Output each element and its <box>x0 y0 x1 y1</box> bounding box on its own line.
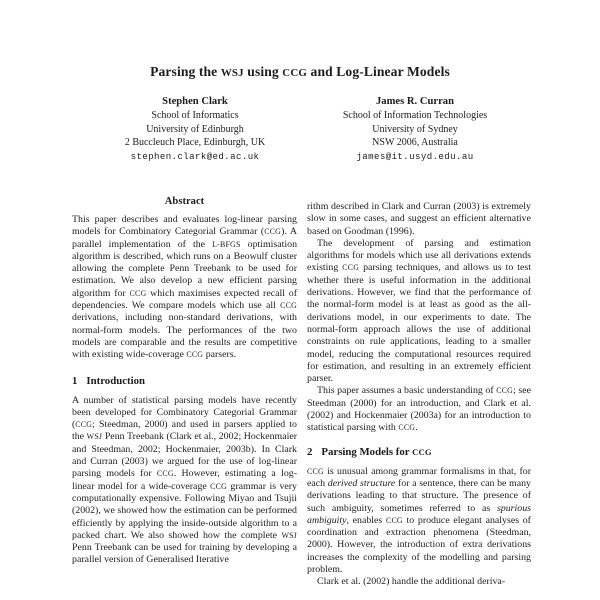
paragraph: Clark et al. (2002) handle the additional deriva- <box>317 576 506 588</box>
paragraph: rithm described in Clark and Curran (2003) is extremely slow in some cases, and suggest an efficient alternative based on Goodman (1996). <box>307 201 531 237</box>
author-email: james@it.usyd.edu.au <box>356 151 474 163</box>
section-heading-parsing-models <box>307 446 531 458</box>
author-name: James R. Curran <box>376 96 454 107</box>
author-affiliation-line: University of Sydney <box>372 123 458 135</box>
author-affiliation-line: NSW 2006, Australia <box>372 137 458 149</box>
author-affiliation-line: 2 Buccleuch Place, Edinburgh, UK <box>124 137 266 149</box>
section-title: Introduction <box>86 374 146 387</box>
author-row <box>85 95 525 164</box>
right-column <box>307 201 531 589</box>
paragraph: CCG is unusual among grammar formalisms in that, for each derived structure for a sentence, there can be many derivations leading to that structure. The presence of such ambiguity, sometimes referred to as spurious ambiguity, enables CCG to produce elegant analyses of coordination and extraction phenomena (Steedman, 2000). However, the introduction of extra derivations increases the complexity of the modelling and parsing problem. <box>307 465 531 576</box>
section-title: Parsing Models for CCG <box>321 445 432 458</box>
author-affiliation-line: School of Informatics <box>151 109 239 121</box>
author-affiliation-line: University of Edinburgh <box>146 123 244 135</box>
paragraph: The development of parsing and estimation algorithms for models which use all derivations extends existing CCG parsing techniques, and allows us to test whether there is useful information in the additional derivations. However, we find that the performance of the normal-form model is at least as good as the all-derivations model, in our experiments to date. The normal-form approach allows the use of additional constraints on rule applications, leading to a smaller model, reducing the computational resources required for estimation, and resulting in an extremely efficient parser. <box>307 237 531 385</box>
paragraph: A number of statistical parsing models have recently been developed for Combinatory Categorial Grammar (CCG; Steedman, 2000) and used in parsers applied to the WSJ Penn Treebank (Clark et al., 2002; Hockenmaier and Steedman, 2002; Hockenmaier, 2003b). In Clark and Curran (2003) we argued for the use of log-linear parsing models for CCG. However, estimating a log-linear model for a wide-coverage CCG grammar is very computationally expensive. Following Miyao and Tsujii (2002), we showed how the estimation can be performed efficiently by applying the inside-outside algorithm to a packed chart. We also showed how the complete WSJ Penn Treebank can be used for training by developing a parallel version of Generalised Iterative <box>72 394 297 566</box>
abstract-heading: Abstract <box>164 196 205 207</box>
left-column <box>72 196 297 567</box>
paragraph: This paper assumes a basic understanding of CCG; see Steedman (2000) for an introduction, and Clark et al. (2002) and Hockenmaier (2003a) for an introduction to statistical parsing with CCG. <box>307 385 531 434</box>
section-number: 2 <box>307 445 313 458</box>
author-block-clark <box>85 95 305 164</box>
section-number: 1 <box>72 374 78 387</box>
author-name: Stephen Clark <box>162 96 228 107</box>
author-affiliation-line: School of Information Technologies <box>342 109 488 121</box>
author-email: stephen.clark@ed.ac.uk <box>130 151 260 163</box>
section-heading-introduction <box>72 375 297 387</box>
page-title: Parsing the WSJ using CCG and Log-Linear Models <box>150 64 450 79</box>
abstract-text: This paper describes and evaluates log-linear parsing models for Combinatory Categorial Grammar (CCG). A parallel implementation of the L-BFGS optimisation algorithm is described, which runs on a Beowulf cluster allowing the complete Penn Treebank to be used for estimation. We also develop a new efficient parsing algorithm for CCG which maximises expected recall of dependencies. We compare models which use all CCG derivations, including non-standard derivations, with normal-form models. The performances of the two models are comparable and the results are competitive with existing wide-coverage CCG parsers. <box>72 214 298 361</box>
author-block-curran <box>305 95 525 164</box>
